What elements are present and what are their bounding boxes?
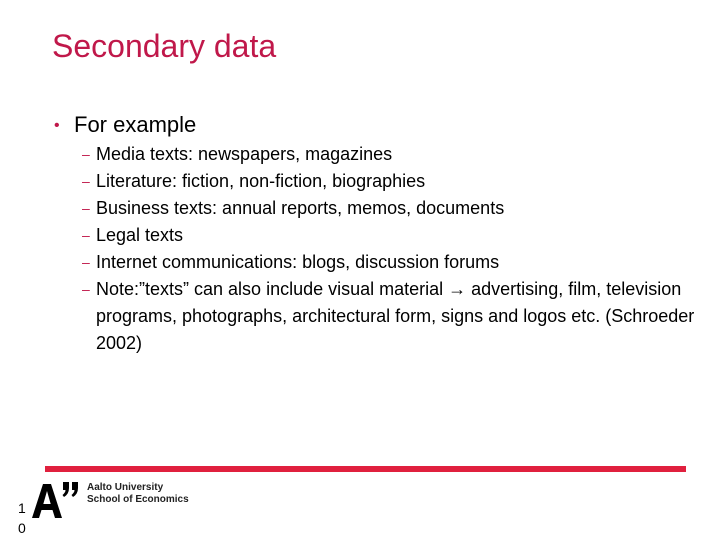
slide-title: Secondary data bbox=[52, 28, 277, 64]
dash-icon: – bbox=[82, 254, 90, 270]
page-number-digit-2: 0 bbox=[18, 520, 26, 536]
dash-icon: – bbox=[82, 173, 90, 189]
bullet-label: For example bbox=[74, 112, 197, 137]
dash-icon: – bbox=[82, 146, 90, 162]
sub-bullet-text: Literature: fiction, non-fiction, biographies bbox=[96, 171, 426, 191]
logo-line-1: Aalto University bbox=[87, 482, 164, 493]
sub-bullet-text: Note:”texts” can also include visual material → advertising, film, television programs, photographs, architectural form, signs and logos etc. (Schroeder 2002) bbox=[96, 279, 695, 353]
sub-bullet-text: Legal texts bbox=[96, 225, 184, 245]
sub-bullet-text: Business texts: annual reports, memos, documents bbox=[96, 198, 505, 218]
sub-bullet-text: Media texts: newspapers, magazines bbox=[96, 144, 393, 164]
page-number-digit-1: 1 bbox=[18, 500, 26, 516]
sub-bullet-item bbox=[82, 249, 702, 276]
bullet-item bbox=[54, 111, 196, 140]
logo-wordmark bbox=[87, 482, 189, 506]
logo-line-2: School of Economics bbox=[87, 494, 189, 505]
dash-icon: – bbox=[82, 281, 90, 297]
bullet-dot-icon: • bbox=[54, 117, 60, 134]
page-number bbox=[18, 498, 26, 538]
aalto-a-logo-icon bbox=[30, 478, 80, 520]
footer-rule bbox=[45, 466, 686, 472]
sub-bullet-text: Internet communications: blogs, discussion forums bbox=[96, 252, 500, 272]
sub-bullet-item bbox=[82, 276, 702, 357]
sub-bullet-item bbox=[82, 141, 702, 168]
dash-icon: – bbox=[82, 200, 90, 216]
sub-bullet-item bbox=[82, 222, 702, 249]
sub-bullet-item bbox=[82, 195, 702, 222]
sub-bullet-list bbox=[82, 141, 702, 357]
sub-bullet-item bbox=[82, 168, 702, 195]
dash-icon: – bbox=[82, 227, 90, 243]
